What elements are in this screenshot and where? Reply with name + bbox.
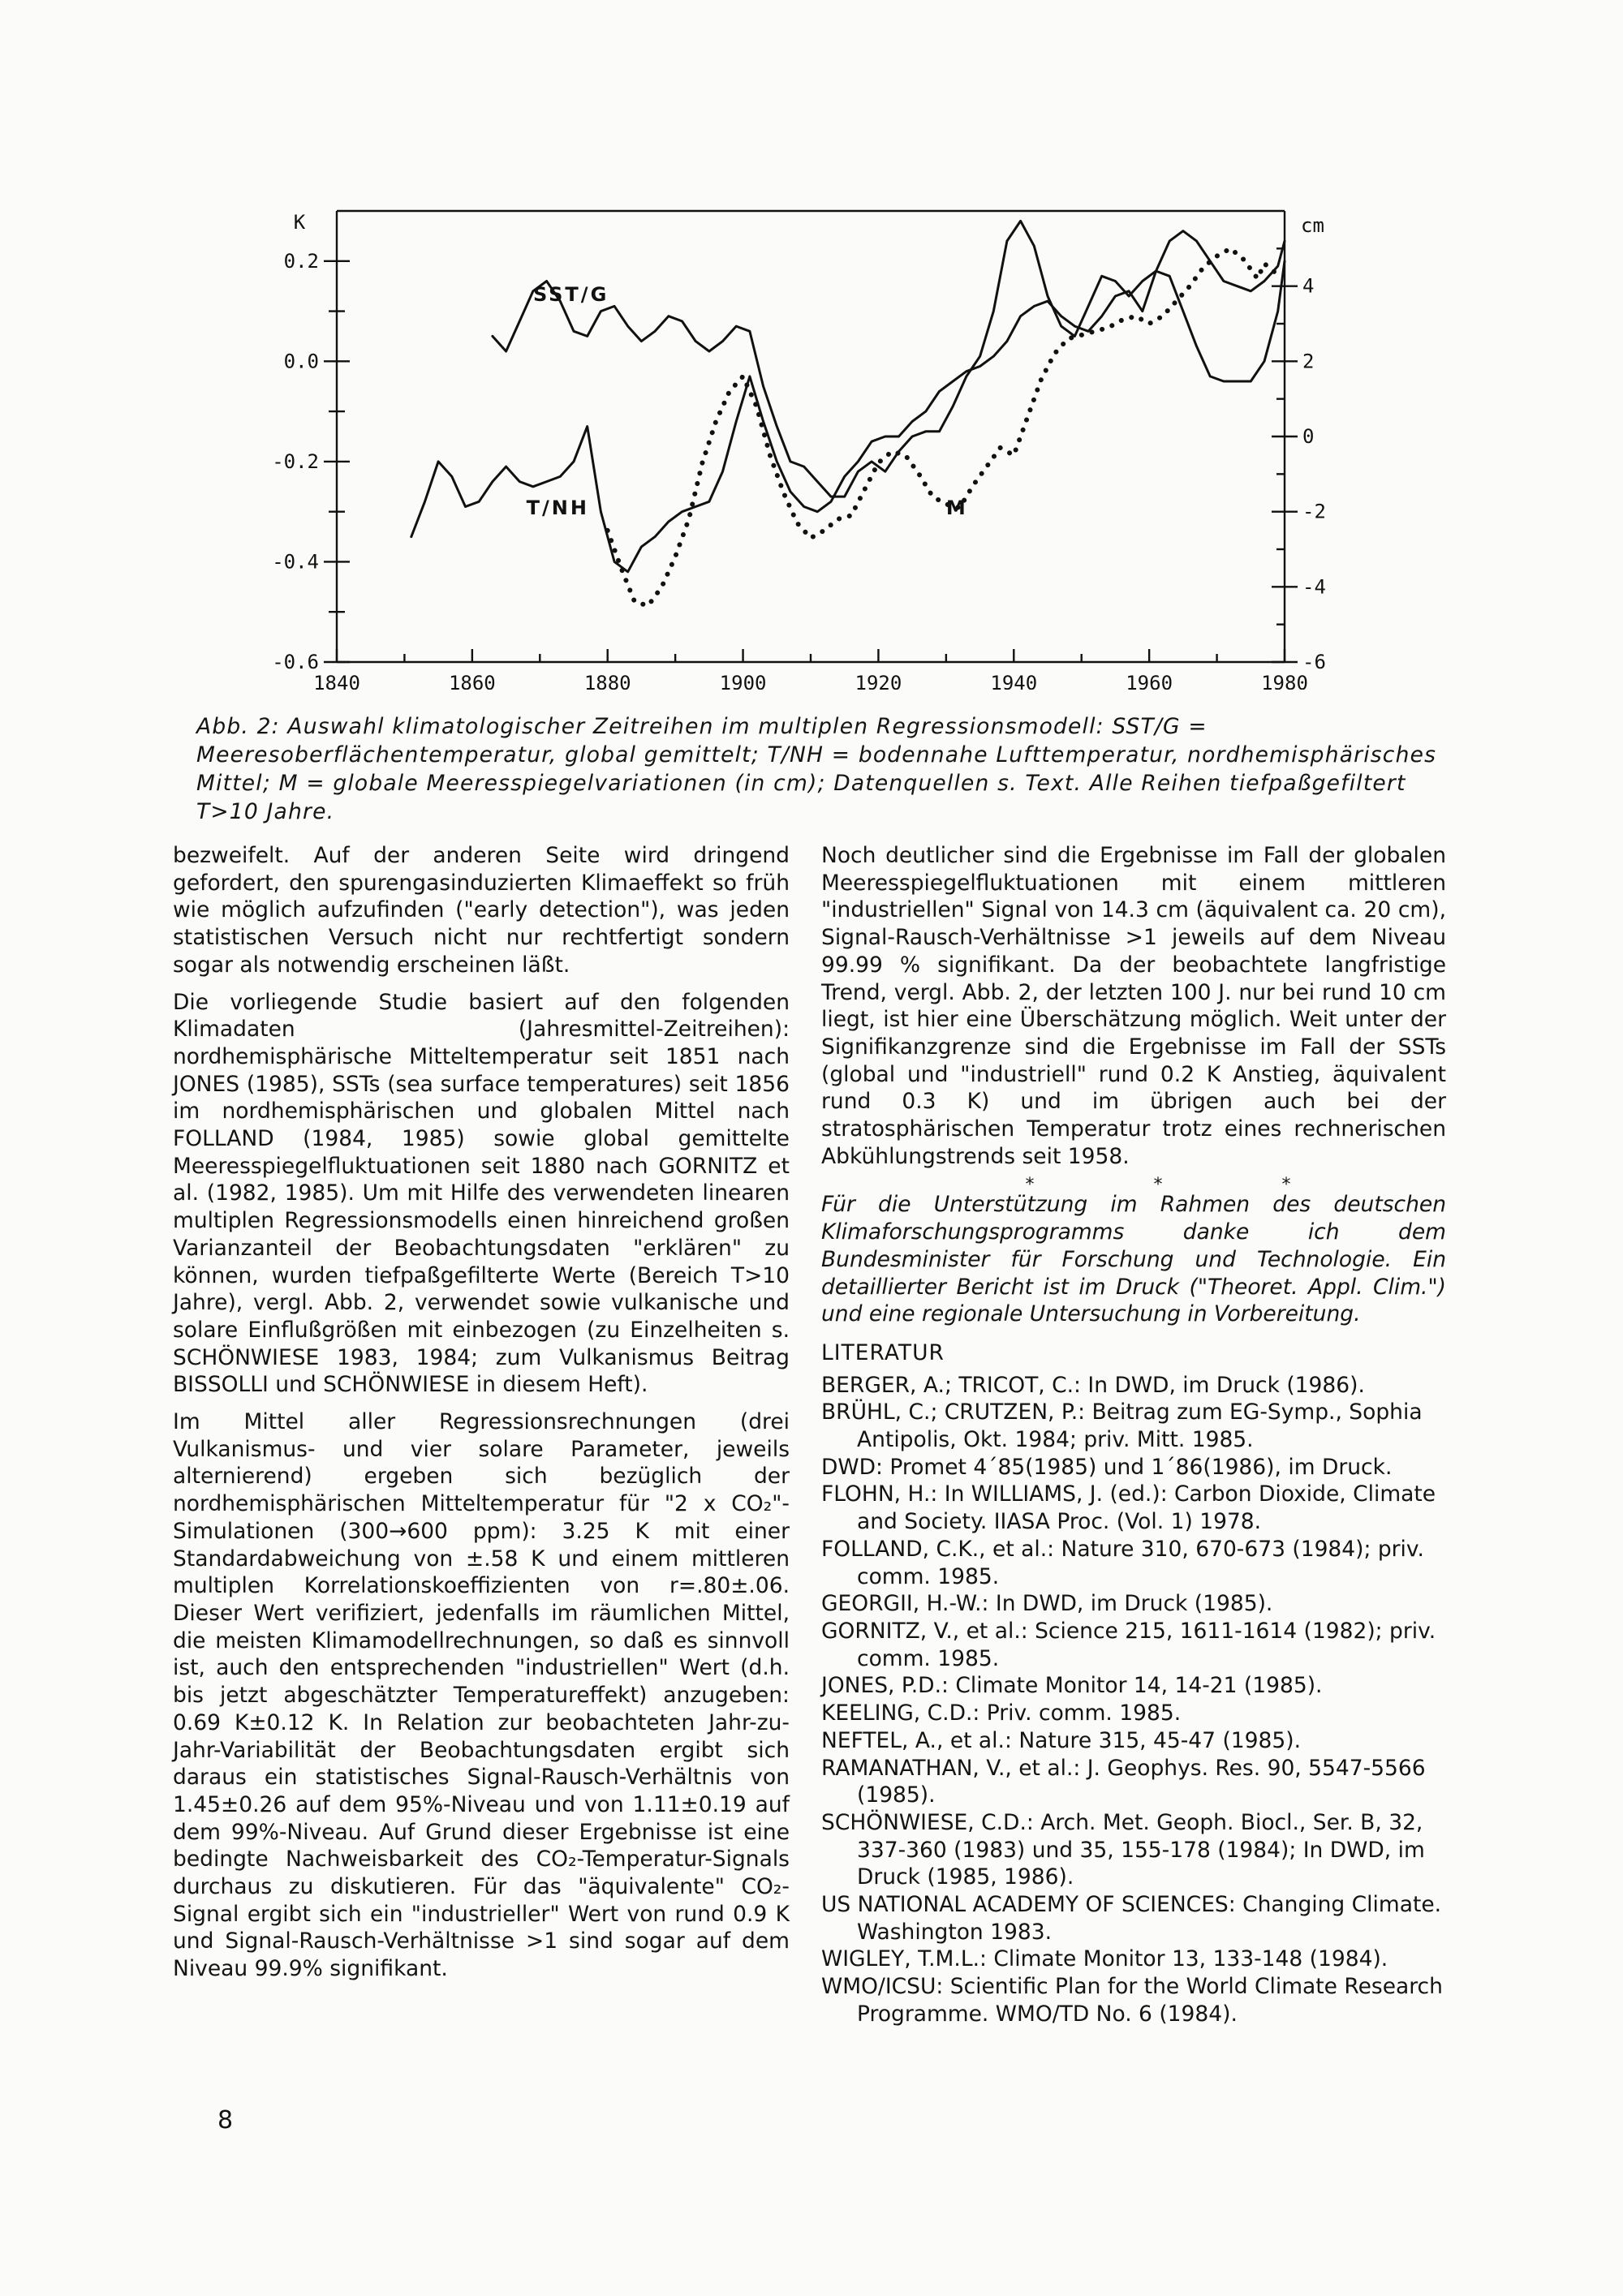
page-number: 8 bbox=[217, 2106, 234, 2135]
left-y-tick-label: -0.6 bbox=[272, 651, 319, 673]
reference-item: GEORGII, H.-W.: In DWD, im Druck (1985). bbox=[821, 1591, 1273, 1617]
reference-item: JONES, P.D.: Climate Monitor 14, 14-21 (1985). bbox=[821, 1673, 1323, 1699]
reference-item: FOLLAND, C.K., et al.: Nature 310, 670-673 (1984); priv. comm. 1985. bbox=[821, 1536, 1424, 1589]
x-tick-label: 1960 bbox=[1126, 672, 1173, 690]
paragraph: Noch deutlicher sind die Ergebnisse im Fall der globalen Meeresspiegelfluktuationen mit einem mittleren "industriellen" Signal von 14.3 cm (äquivalent ca. 20 cm), Signal-Rausch-Verhältnisse >1 jeweils auf dem Niveau 99.99 % signifikant. Da der beobachtete langfristige Trend, vergl. Abb. 2, der letzten 100 J. nur bei rund 10 cm liegt, ist hier eine Überschätzung möglich. Weit unter der Signifikanzgrenze sind die Ergebnisse im Fall der SSTs (global und "industriell" rund 0.2 K Anstieg, äquivalent rund 0.3 K) und im übrigen auch bei der stratosphärischen Temperatur trotz eines rechnerischen Abkühlungstrends seit 1958. bbox=[821, 843, 1446, 1169]
literature-heading: LITERATUR bbox=[821, 1339, 945, 1365]
paragraph: bezweifelt. Auf der anderen Seite wird dringend gefordert, den spurengasinduzierten Klimaeffekt so früh wie möglich aufzufinden ("early detection"), was jeden statistischen Versuch nicht nur rechtfertigt sondern sogar als notwendig erscheinen läßt. bbox=[173, 843, 790, 978]
right-y-tick-label: -4 bbox=[1302, 575, 1326, 599]
reference-list bbox=[821, 1372, 1446, 2028]
right-y-tick-label: 2 bbox=[1302, 350, 1315, 373]
series-line-t-nh bbox=[411, 231, 1285, 572]
right-y-tick-label: 4 bbox=[1302, 274, 1315, 298]
right-y-tick-label: 0 bbox=[1302, 425, 1315, 448]
left-y-tick-label: -0.2 bbox=[272, 449, 319, 473]
reference-item: NEFTEL, A., et al.: Nature 315, 45-47 (1985). bbox=[821, 1727, 1301, 1753]
x-tick-label: 1940 bbox=[990, 672, 1038, 690]
reference-item: WMO/ICSU: Scientific Plan for the World Climate Research Programme. WMO/TD No. 6 (1984). bbox=[821, 1974, 1443, 2027]
reference-item: KEELING, C.D.: Priv. comm. 1985. bbox=[821, 1701, 1182, 1726]
series-label-sst-g: SST/G bbox=[532, 283, 609, 307]
right-y-tick-label: -6 bbox=[1302, 651, 1326, 673]
figure-regression-time-series bbox=[243, 203, 1380, 690]
text-column-right bbox=[821, 842, 1446, 2028]
reference-item: US NATIONAL ACADEMY OF SCIENCES: Changing Climate. Washington 1983. bbox=[821, 1892, 1442, 1945]
left-y-tick-label: 0.0 bbox=[283, 350, 319, 373]
figure-caption: Abb. 2: Auswahl klimatologischer Zeitreihen im multiplen Regressionsmodell: SST/G = Meeresoberflächentemperatur, global gemittelt; T/NH = bodennahe Lufttemperatur, nordhemisphärisches Mittel; M = globale Meeresspiegelvariationen (in cm); Datenquellen s. Text. Alle Reihen tiefpaßgefiltert T>10 Jahre. bbox=[196, 714, 1437, 824]
x-tick-label: 1920 bbox=[855, 672, 902, 690]
reference-item: BERGER, A.; TRICOT, C.: In DWD, im Druck (1986). bbox=[821, 1372, 1365, 1398]
right-y-axis-unit: cm bbox=[1301, 214, 1324, 237]
acknowledgement: Für die Unterstützung im Rahmen des deutschen Klimaforschungsprogramms danke ich dem Bundesminister für Forschung und Technologie. Ein detaillierter Bericht ist im Druck ("Theoret. Appl. Clim.") und eine regionale Untersuchung in Vorbereitung. bbox=[821, 1192, 1446, 1327]
right-y-tick-label: -2 bbox=[1302, 500, 1326, 523]
chart-svg bbox=[243, 203, 1380, 690]
reference-item: SCHÖNWIESE, C.D.: Arch. Met. Geoph. Biocl., Ser. B, 32, 337-360 (1983) und 35, 155-178 (1984); In DWD, im Druck (1985, 1986). bbox=[821, 1809, 1425, 1890]
reference-item: GORNITZ, V., et al.: Science 215, 1611-1614 (1982); priv. comm. 1985. bbox=[821, 1618, 1436, 1671]
x-tick-label: 1860 bbox=[448, 672, 496, 690]
x-tick-label: 1840 bbox=[313, 672, 360, 690]
reference-item: RAMANATHAN, V., et al.: J. Geophys. Res. 90, 5547-5566 (1985). bbox=[821, 1755, 1426, 1808]
left-y-tick-label: -0.4 bbox=[272, 550, 319, 574]
reference-item: BRÜHL, C.; CRUTZEN, P.: Beitrag zum EG-Symp., Sophia Antipolis, Okt. 1984; priv. Mitt. 1985. bbox=[821, 1400, 1423, 1453]
x-tick-label: 1980 bbox=[1261, 672, 1308, 690]
section-separator: * * * bbox=[1025, 1175, 1348, 1196]
left-y-axis-unit: K bbox=[293, 211, 306, 234]
reference-item: WIGLEY, T.M.L.: Climate Monitor 13, 133-148 (1984). bbox=[821, 1946, 1388, 1972]
paragraph: Im Mittel aller Regressionsrechnungen (drei Vulkanismus- und vier solare Parameter, jeweils alternierend) ergeben sich bezüglich der nordhemisphärischen Mitteltemperatur für "2 x CO₂"-Simulationen (300→600 ppm): 3.25 K mit einer Standardabweichung von ±.58 K und einem mittleren multiplen Korrelationskoeffizienten von r=.80±.06. Dieser Wert verifiziert, jedenfalls im räumlichen Mittel, die meisten Klimamodellrechnungen, so daß es sinnvoll ist, auch den entsprechenden "industriellen" Wert (d.h. bis jetzt abgeschätzter Temperatureffekt) anzugeben: 0.69 K±0.12 K. In Relation zur beobachteten Jahr-zu-Jahr-Variabilität der Beobachtungsdaten ergibt sich daraus ein statistisches Signal-Rausch-Verhältnis von 1.45±0.26 auf dem 95%-Niveau und von 1.11±0.19 auf dem 99%-Niveau. Auf Grund dieser Ergebnisse ist eine bedingte Nachweisbarkeit des CO₂-Temperatur-Signals durchaus zu diskutieren. Für das "äquivalente" CO₂-Signal ergibt sich ein "industrieller" Wert von rund 0.9 K und Signal-Rausch-Verhältnisse >1 sind sogar auf dem Niveau 99.9% signifikant. bbox=[173, 1409, 790, 1982]
series-label-t-nh: T/NH bbox=[526, 496, 589, 519]
reference-item: DWD: Promet 4´85(1985) und 1´86(1986), im Druck. bbox=[821, 1454, 1393, 1480]
x-tick-label: 1900 bbox=[719, 672, 767, 690]
reference-item: FLOHN, H.: In WILLIAMS, J. (ed.): Carbon Dioxide, Climate and Society. IIASA Proc. (Vol. 1) 1978. bbox=[821, 1481, 1436, 1535]
series-label-m: M bbox=[945, 496, 968, 519]
x-tick-label: 1880 bbox=[583, 672, 631, 690]
left-y-tick-label: 0.2 bbox=[283, 249, 319, 273]
text-column-left bbox=[173, 842, 790, 1993]
paragraph: Die vorliegende Studie basiert auf den folgenden Klimadaten (Jahresmittel-Zeitreihen): nordhemisphärische Mitteltemperatur seit 1851 nach JONES (1985), SSTs (sea surface temperatures) seit 1856 im nordhemisphärischen und globalen Mittel nach FOLLAND (1984, 1985) sowie global gemittelte Meeresspiegelfluktuationen seit 1880 nach GORNITZ et al. (1982, 1985). Um mit Hilfe des verwendeten linearen multiplen Regressionsmodells einen hinreichend großen Varianzanteil der Beobachtungsdaten "erklären" zu können, wurden tiefpaßgefilterte Werte (Bereich T>10 Jahre), vergl. Abb. 2, verwendet sowie vulkanische und solare Einflußgrößen mit einbezogen (zu Einzelheiten s. SCHÖNWIESE 1983, 1984; zum Vulkanismus Beitrag BISSOLLI und SCHÖNWIESE in diesem Heft). bbox=[173, 989, 790, 1398]
